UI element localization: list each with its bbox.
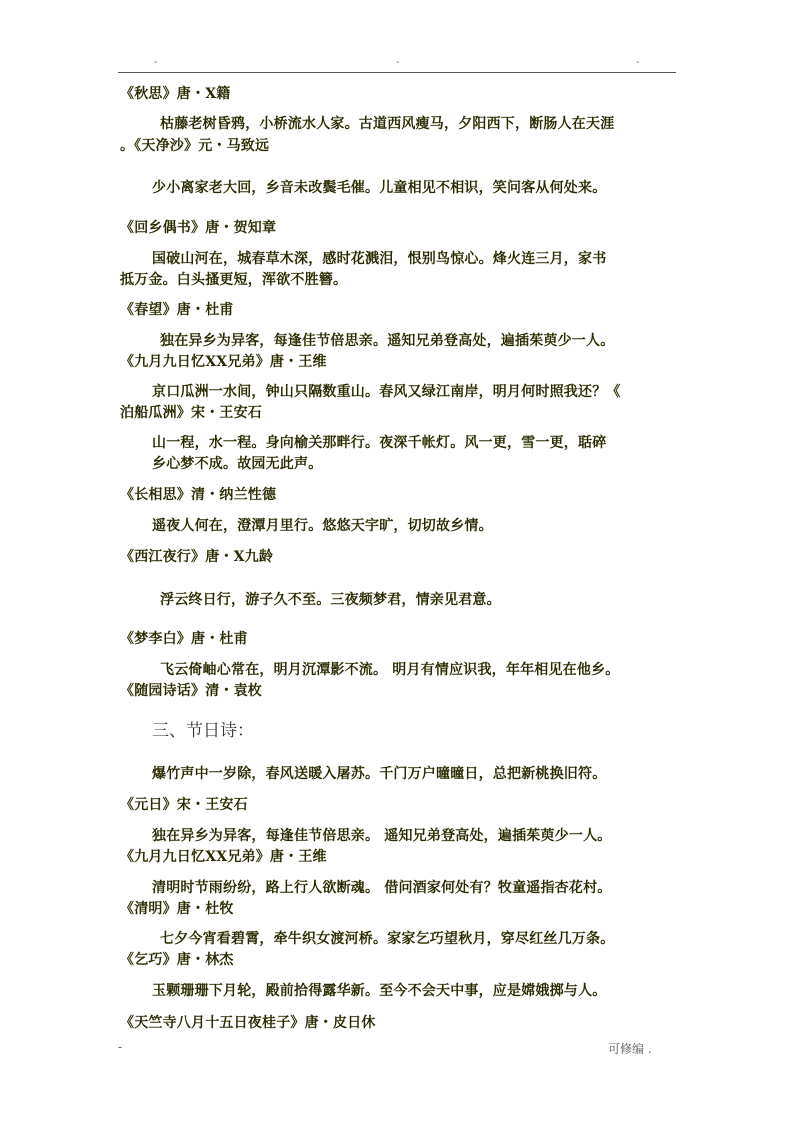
poem-text: 遥夜人何在，澄潭月里行。悠悠天宇旷，切切故乡情。	[152, 518, 493, 534]
footer-left-mark: -	[118, 1040, 123, 1054]
section-heading: 三、节日诗：	[152, 721, 254, 741]
page-footer	[118, 1040, 676, 1054]
poem-source: 。《天净沙》元・马致远	[120, 138, 270, 154]
poem-text: 清明时节雨纷纷，路上行人欲断魂。 借问酒家何处有？牧童遥指杏花村。	[152, 880, 612, 896]
poem-source: 《乞巧》唐・林杰	[120, 952, 234, 968]
poem-source: 《天竺寺八月十五日夜桂子》唐・皮日休	[120, 1015, 376, 1031]
poem-source: 《春望》唐・杜甫	[120, 302, 234, 318]
poem-text: 少小离家老大回，乡音未改鬓毛催。儿童相见不相识，笑问客从何处来。	[152, 180, 607, 196]
poem-source: 《长相思》清・纳兰性德	[120, 487, 277, 503]
header-left-mark: -	[154, 57, 158, 68]
poem-text: 枯藤老树昏鸦，小桥流水人家。古道西风瘦马，夕阳西下，断肠人在天涯	[160, 116, 615, 132]
poem-source: 《九月九日忆XX兄弟》唐・王维	[120, 354, 327, 370]
poem-source: 《清明》唐・杜牧	[120, 901, 234, 917]
poem-text: 抵万金。白头搔更短，浑欲不胜簪。	[120, 272, 348, 288]
page-header	[118, 58, 676, 73]
poem-text: 乡心梦不成。故园无此声。	[152, 456, 323, 472]
poem-source: 《九月九日忆XX兄弟》唐・王维	[120, 849, 327, 865]
poem-text: 国破山河在，城春草木深，感时花溅泪，恨别鸟惊心。烽火连三月，家书	[152, 251, 607, 267]
poem-source: 《元日》宋・王安石	[120, 797, 248, 813]
poem-text: 独在异乡为异客，每逢佳节倍思亲。遥知兄弟登高处，遍插茱萸少一人。	[160, 333, 615, 349]
poem-source: 《回乡偶书》唐・贺知章	[120, 220, 277, 236]
header-center-mark: -	[396, 57, 400, 68]
poem-text: 玉颗珊珊下月轮，殿前拾得露华新。至今不会天中事，应是嫦娥掷与人。	[152, 983, 607, 999]
poem-text: 独在异乡为异客，每逢佳节倍思亲。 遥知兄弟登高处，遍插茱萸少一人。	[152, 828, 612, 844]
poem-source: 泊船瓜洲》宋・王安石	[120, 405, 262, 421]
poem-text: 京口瓜洲一水间，钟山只隔数重山。春风又绿江南岸，明月何时照我还？《	[152, 384, 621, 400]
header-right-mark: -	[636, 57, 640, 68]
poem-text: 浮云终日行，游子久不至。三夜频梦君，情亲见君意。	[160, 592, 501, 608]
footer-editable-note: 可修编 .	[608, 1042, 652, 1056]
poem-text: 爆竹声中一岁除，春风送暖入屠苏。千门万户曈曈日，总把新桃换旧符。	[152, 766, 607, 782]
poem-source: 《随园诗话》清・袁枚	[120, 683, 262, 699]
poem-source: 《西江夜行》唐・X九龄	[120, 549, 274, 565]
poem-text: 飞云倚岫心常在，明月沉潭影不流。 明月有情应识我，年年相见在他乡。	[160, 662, 620, 678]
poem-text: 山一程，水一程。身向榆关那畔行。夜深千帐灯。风一更，雪一更，聒碎	[152, 435, 607, 451]
poem-source: 《秋思》唐・X籍	[120, 86, 231, 102]
poem-source: 《梦李白》唐・杜甫	[120, 631, 248, 647]
poem-text: 七夕今宵看碧霄，牵牛织女渡河桥。家家乞巧望秋月，穿尽红丝几万条。	[160, 931, 615, 947]
